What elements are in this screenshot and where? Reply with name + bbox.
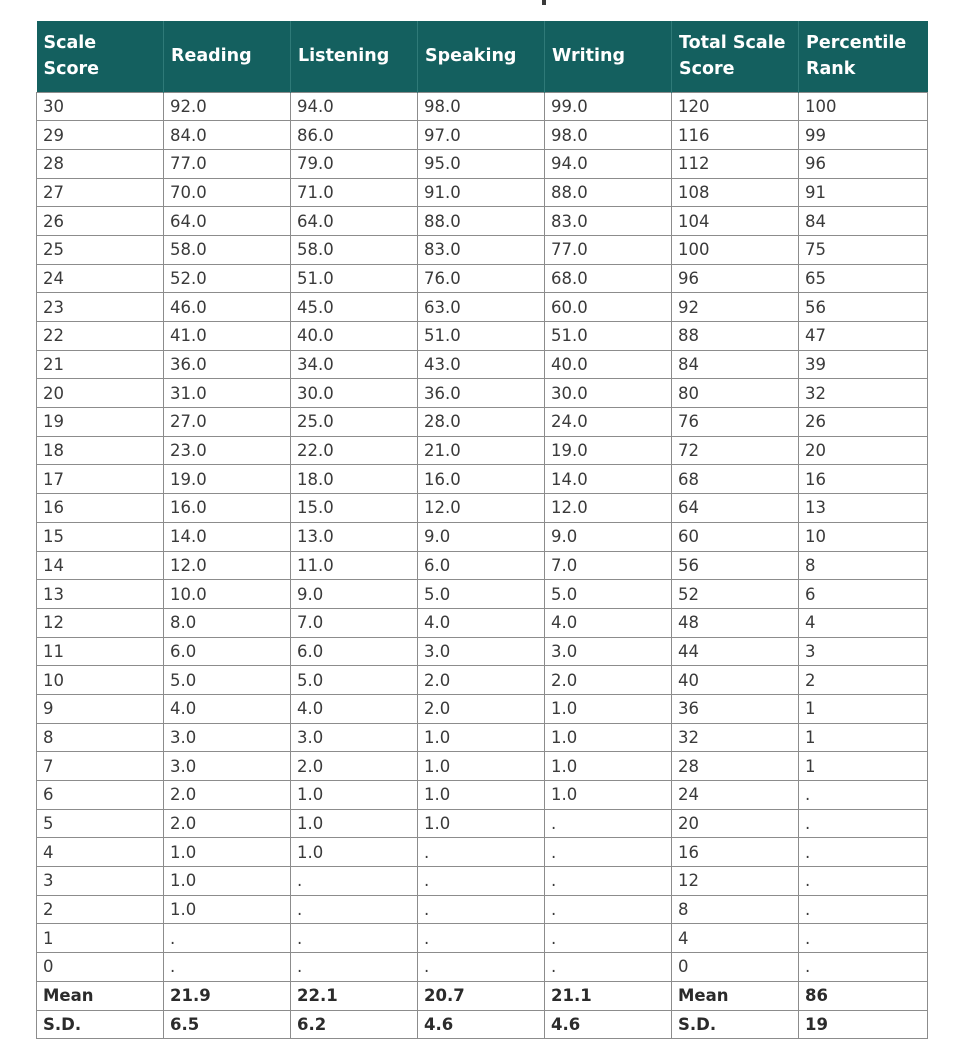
table-row: [37, 408, 928, 437]
table-row: [37, 350, 928, 379]
listening-cell: 71.0: [291, 178, 418, 207]
percentile-rank-cell: 100: [799, 92, 928, 121]
percentile-rank-cell: 91: [799, 178, 928, 207]
reading-cell: 5.0: [164, 666, 291, 695]
speaking-cell: 16.0: [418, 465, 545, 494]
reading-cell: 31.0: [164, 379, 291, 408]
writing-cell: .: [545, 809, 672, 838]
percentile-rank-cell: .: [799, 924, 928, 953]
table-row: [37, 867, 928, 896]
percentile-rank-cell: 26: [799, 408, 928, 437]
listening-cell: 40.0: [291, 322, 418, 351]
table-row: [37, 178, 928, 207]
percentile-rank-cell: .: [799, 867, 928, 896]
total-scale-score-cell: 40: [672, 666, 799, 695]
writing-cell: 2.0: [545, 666, 672, 695]
total-scale-score-cell: 4: [672, 924, 799, 953]
percentile-rank-cell: 86: [799, 981, 928, 1010]
scale-score-cell: 11: [37, 637, 164, 666]
total-scale-score-cell: 20: [672, 809, 799, 838]
percentile-rank-cell: 20: [799, 436, 928, 465]
listening-cell: 22.0: [291, 436, 418, 465]
writing-cell: 60.0: [545, 293, 672, 322]
listening-cell: 1.0: [291, 781, 418, 810]
scale-score-cell: 18: [37, 436, 164, 465]
listening-cell: 25.0: [291, 408, 418, 437]
percentile-rank-cell: 1: [799, 694, 928, 723]
speaking-cell: .: [418, 924, 545, 953]
scale-score-cell: 23: [37, 293, 164, 322]
percentile-rank-cell: .: [799, 953, 928, 982]
listening-cell: .: [291, 924, 418, 953]
percentile-rank-cell: 84: [799, 207, 928, 236]
writing-cell: 24.0: [545, 408, 672, 437]
reading-cell: 77.0: [164, 149, 291, 178]
writing-cell: 7.0: [545, 551, 672, 580]
listening-cell: 3.0: [291, 723, 418, 752]
table-row: [37, 207, 928, 236]
writing-cell: 21.1: [545, 981, 672, 1010]
reading-cell: 8.0: [164, 608, 291, 637]
total-scale-score-cell: 44: [672, 637, 799, 666]
speaking-cell: 1.0: [418, 723, 545, 752]
table-row: [37, 580, 928, 609]
scale-score-cell: 3: [37, 867, 164, 896]
reading-cell: .: [164, 953, 291, 982]
scale-score-cell: 16: [37, 494, 164, 523]
reading-cell: 2.0: [164, 781, 291, 810]
scale-score-cell: 26: [37, 207, 164, 236]
table-row: [37, 264, 928, 293]
reading-cell: .: [164, 924, 291, 953]
table-row: [37, 895, 928, 924]
reading-cell: 36.0: [164, 350, 291, 379]
writing-cell: .: [545, 895, 672, 924]
table-row: [37, 121, 928, 150]
listening-cell: 7.0: [291, 608, 418, 637]
reading-cell: 58.0: [164, 235, 291, 264]
speaking-cell: .: [418, 953, 545, 982]
scale-score-cell: 27: [37, 178, 164, 207]
percentile-rank-cell: 4: [799, 608, 928, 637]
speaking-cell: 97.0: [418, 121, 545, 150]
listening-cell: 5.0: [291, 666, 418, 695]
speaking-cell: 2.0: [418, 666, 545, 695]
total-scale-score-cell: 100: [672, 235, 799, 264]
listening-cell: 6.2: [291, 1010, 418, 1039]
percentile-rank-cell: 13: [799, 494, 928, 523]
header-writing: Writing: [545, 21, 672, 92]
table-row: [37, 235, 928, 264]
listening-cell: 15.0: [291, 494, 418, 523]
speaking-cell: 95.0: [418, 149, 545, 178]
total-scale-score-cell: 24: [672, 781, 799, 810]
speaking-cell: 20.7: [418, 981, 545, 1010]
scale-score-cell: 22: [37, 322, 164, 351]
table-row: [37, 924, 928, 953]
writing-cell: 1.0: [545, 752, 672, 781]
total-scale-score-cell: 88: [672, 322, 799, 351]
writing-cell: .: [545, 953, 672, 982]
listening-cell: 9.0: [291, 580, 418, 609]
listening-cell: 79.0: [291, 149, 418, 178]
table-row: [37, 379, 928, 408]
scale-score-cell: 2: [37, 895, 164, 924]
header-row: [37, 21, 928, 92]
table-row: [37, 838, 928, 867]
listening-cell: 2.0: [291, 752, 418, 781]
speaking-cell: 83.0: [418, 235, 545, 264]
reading-cell: 64.0: [164, 207, 291, 236]
speaking-cell: 21.0: [418, 436, 545, 465]
listening-cell: 13.0: [291, 522, 418, 551]
speaking-cell: 6.0: [418, 551, 545, 580]
speaking-cell: 76.0: [418, 264, 545, 293]
total-scale-score-cell: 0: [672, 953, 799, 982]
table-row: [37, 92, 928, 121]
table-body: [37, 92, 928, 1039]
total-scale-score-cell: 104: [672, 207, 799, 236]
speaking-cell: 3.0: [418, 637, 545, 666]
total-scale-score-cell: 108: [672, 178, 799, 207]
scale-score-cell: 30: [37, 92, 164, 121]
writing-cell: .: [545, 924, 672, 953]
total-scale-score-cell: 116: [672, 121, 799, 150]
speaking-cell: .: [418, 838, 545, 867]
listening-cell: .: [291, 867, 418, 896]
table-header: [37, 21, 928, 92]
total-scale-score-cell: 36: [672, 694, 799, 723]
scale-score-cell: 24: [37, 264, 164, 293]
score-percentile-table: [36, 21, 928, 1039]
percentile-rank-cell: 1: [799, 752, 928, 781]
speaking-cell: 5.0: [418, 580, 545, 609]
listening-cell: .: [291, 953, 418, 982]
total-scale-score-cell: 8: [672, 895, 799, 924]
writing-cell: 12.0: [545, 494, 672, 523]
reading-cell: 3.0: [164, 752, 291, 781]
scale-score-cell: Mean: [37, 981, 164, 1010]
scale-score-cell: 19: [37, 408, 164, 437]
reading-cell: 46.0: [164, 293, 291, 322]
total-scale-score-cell: 68: [672, 465, 799, 494]
speaking-cell: 28.0: [418, 408, 545, 437]
cropped-title-glyph: [542, 0, 546, 5]
writing-cell: 3.0: [545, 637, 672, 666]
reading-cell: 70.0: [164, 178, 291, 207]
percentile-rank-cell: 10: [799, 522, 928, 551]
percentile-rank-cell: .: [799, 809, 928, 838]
total-scale-score-cell: S.D.: [672, 1010, 799, 1039]
reading-cell: 4.0: [164, 694, 291, 723]
writing-cell: 77.0: [545, 235, 672, 264]
header-listening: Listening: [291, 21, 418, 92]
listening-cell: 11.0: [291, 551, 418, 580]
listening-cell: 22.1: [291, 981, 418, 1010]
listening-cell: 86.0: [291, 121, 418, 150]
scale-score-cell: 10: [37, 666, 164, 695]
scale-score-cell: 5: [37, 809, 164, 838]
scale-score-cell: 1: [37, 924, 164, 953]
speaking-cell: 91.0: [418, 178, 545, 207]
writing-cell: 9.0: [545, 522, 672, 551]
header-total-scale-score: Total Scale Score: [672, 21, 799, 92]
table-row: [37, 494, 928, 523]
writing-cell: 98.0: [545, 121, 672, 150]
reading-cell: 1.0: [164, 838, 291, 867]
writing-cell: .: [545, 838, 672, 867]
percentile-rank-cell: .: [799, 838, 928, 867]
table-row: [37, 666, 928, 695]
percentile-rank-cell: 1: [799, 723, 928, 752]
speaking-cell: 51.0: [418, 322, 545, 351]
writing-cell: 19.0: [545, 436, 672, 465]
total-scale-score-cell: 72: [672, 436, 799, 465]
listening-cell: 64.0: [291, 207, 418, 236]
reading-cell: 6.5: [164, 1010, 291, 1039]
percentile-rank-cell: 8: [799, 551, 928, 580]
scale-score-cell: 6: [37, 781, 164, 810]
total-scale-score-cell: 84: [672, 350, 799, 379]
header-scale-score: Scale Score: [37, 21, 164, 92]
listening-cell: 94.0: [291, 92, 418, 121]
percentile-rank-cell: 65: [799, 264, 928, 293]
table-row: [37, 608, 928, 637]
percentile-rank-cell: 19: [799, 1010, 928, 1039]
speaking-cell: 88.0: [418, 207, 545, 236]
scale-score-cell: 12: [37, 608, 164, 637]
listening-cell: 30.0: [291, 379, 418, 408]
table-row: [37, 293, 928, 322]
scale-score-cell: 25: [37, 235, 164, 264]
reading-cell: 3.0: [164, 723, 291, 752]
sd-row: [37, 1010, 928, 1039]
table-row: [37, 551, 928, 580]
table-row: [37, 637, 928, 666]
reading-cell: 16.0: [164, 494, 291, 523]
speaking-cell: 43.0: [418, 350, 545, 379]
listening-cell: 1.0: [291, 809, 418, 838]
writing-cell: 1.0: [545, 694, 672, 723]
scale-score-cell: 14: [37, 551, 164, 580]
percentile-rank-cell: 2: [799, 666, 928, 695]
speaking-cell: 2.0: [418, 694, 545, 723]
header-reading: Reading: [164, 21, 291, 92]
reading-cell: 41.0: [164, 322, 291, 351]
table-row: [37, 752, 928, 781]
reading-cell: 14.0: [164, 522, 291, 551]
listening-cell: 34.0: [291, 350, 418, 379]
percentile-rank-cell: 6: [799, 580, 928, 609]
percentile-rank-cell: 16: [799, 465, 928, 494]
writing-cell: 1.0: [545, 781, 672, 810]
percentile-rank-cell: 99: [799, 121, 928, 150]
scale-score-cell: 17: [37, 465, 164, 494]
speaking-cell: 4.6: [418, 1010, 545, 1039]
writing-cell: .: [545, 867, 672, 896]
writing-cell: 83.0: [545, 207, 672, 236]
speaking-cell: 1.0: [418, 781, 545, 810]
reading-cell: 1.0: [164, 867, 291, 896]
reading-cell: 23.0: [164, 436, 291, 465]
speaking-cell: 36.0: [418, 379, 545, 408]
speaking-cell: 98.0: [418, 92, 545, 121]
total-scale-score-cell: 52: [672, 580, 799, 609]
speaking-cell: 9.0: [418, 522, 545, 551]
percentile-rank-cell: 56: [799, 293, 928, 322]
speaking-cell: 4.0: [418, 608, 545, 637]
listening-cell: .: [291, 895, 418, 924]
reading-cell: 19.0: [164, 465, 291, 494]
table-row: [37, 149, 928, 178]
table-row: [37, 522, 928, 551]
writing-cell: 51.0: [545, 322, 672, 351]
reading-cell: 6.0: [164, 637, 291, 666]
scale-score-cell: 8: [37, 723, 164, 752]
total-scale-score-cell: 60: [672, 522, 799, 551]
table-row: [37, 723, 928, 752]
speaking-cell: 12.0: [418, 494, 545, 523]
scale-score-cell: S.D.: [37, 1010, 164, 1039]
listening-cell: 45.0: [291, 293, 418, 322]
scale-score-cell: 21: [37, 350, 164, 379]
percentile-rank-cell: 3: [799, 637, 928, 666]
writing-cell: 4.6: [545, 1010, 672, 1039]
total-scale-score-cell: Mean: [672, 981, 799, 1010]
writing-cell: 30.0: [545, 379, 672, 408]
scale-score-cell: 4: [37, 838, 164, 867]
writing-cell: 40.0: [545, 350, 672, 379]
mean-row: [37, 981, 928, 1010]
scale-score-cell: 9: [37, 694, 164, 723]
table-row: [37, 436, 928, 465]
total-scale-score-cell: 76: [672, 408, 799, 437]
scale-score-cell: 13: [37, 580, 164, 609]
writing-cell: 88.0: [545, 178, 672, 207]
reading-cell: 10.0: [164, 580, 291, 609]
reading-cell: 52.0: [164, 264, 291, 293]
writing-cell: 94.0: [545, 149, 672, 178]
scale-score-cell: 15: [37, 522, 164, 551]
percentile-rank-cell: 75: [799, 235, 928, 264]
total-scale-score-cell: 80: [672, 379, 799, 408]
percentile-rank-cell: 96: [799, 149, 928, 178]
header-speaking: Speaking: [418, 21, 545, 92]
speaking-cell: 1.0: [418, 752, 545, 781]
total-scale-score-cell: 32: [672, 723, 799, 752]
total-scale-score-cell: 120: [672, 92, 799, 121]
reading-cell: 12.0: [164, 551, 291, 580]
speaking-cell: 63.0: [418, 293, 545, 322]
percentile-rank-cell: .: [799, 895, 928, 924]
listening-cell: 18.0: [291, 465, 418, 494]
listening-cell: 51.0: [291, 264, 418, 293]
total-scale-score-cell: 56: [672, 551, 799, 580]
total-scale-score-cell: 48: [672, 608, 799, 637]
reading-cell: 1.0: [164, 895, 291, 924]
table-row: [37, 809, 928, 838]
table-row: [37, 322, 928, 351]
percentile-rank-cell: 32: [799, 379, 928, 408]
scale-score-cell: 29: [37, 121, 164, 150]
writing-cell: 14.0: [545, 465, 672, 494]
reading-cell: 84.0: [164, 121, 291, 150]
scale-score-cell: 28: [37, 149, 164, 178]
total-scale-score-cell: 112: [672, 149, 799, 178]
scale-score-cell: 7: [37, 752, 164, 781]
writing-cell: 5.0: [545, 580, 672, 609]
header-percentile-rank: Percentile Rank: [799, 21, 928, 92]
speaking-cell: .: [418, 867, 545, 896]
reading-cell: 92.0: [164, 92, 291, 121]
scale-score-cell: 0: [37, 953, 164, 982]
total-scale-score-cell: 16: [672, 838, 799, 867]
total-scale-score-cell: 92: [672, 293, 799, 322]
table-row: [37, 953, 928, 982]
listening-cell: 1.0: [291, 838, 418, 867]
table-row: [37, 465, 928, 494]
cropped-title-fragment: [0, 0, 967, 21]
writing-cell: 4.0: [545, 608, 672, 637]
writing-cell: 99.0: [545, 92, 672, 121]
total-scale-score-cell: 96: [672, 264, 799, 293]
reading-cell: 21.9: [164, 981, 291, 1010]
table-row: [37, 694, 928, 723]
total-scale-score-cell: 12: [672, 867, 799, 896]
writing-cell: 68.0: [545, 264, 672, 293]
listening-cell: 58.0: [291, 235, 418, 264]
speaking-cell: 1.0: [418, 809, 545, 838]
total-scale-score-cell: 64: [672, 494, 799, 523]
percentile-rank-cell: 39: [799, 350, 928, 379]
percentile-rank-cell: 47: [799, 322, 928, 351]
scale-score-cell: 20: [37, 379, 164, 408]
reading-cell: 2.0: [164, 809, 291, 838]
speaking-cell: .: [418, 895, 545, 924]
table-row: [37, 781, 928, 810]
listening-cell: 6.0: [291, 637, 418, 666]
listening-cell: 4.0: [291, 694, 418, 723]
percentile-rank-cell: .: [799, 781, 928, 810]
reading-cell: 27.0: [164, 408, 291, 437]
total-scale-score-cell: 28: [672, 752, 799, 781]
writing-cell: 1.0: [545, 723, 672, 752]
